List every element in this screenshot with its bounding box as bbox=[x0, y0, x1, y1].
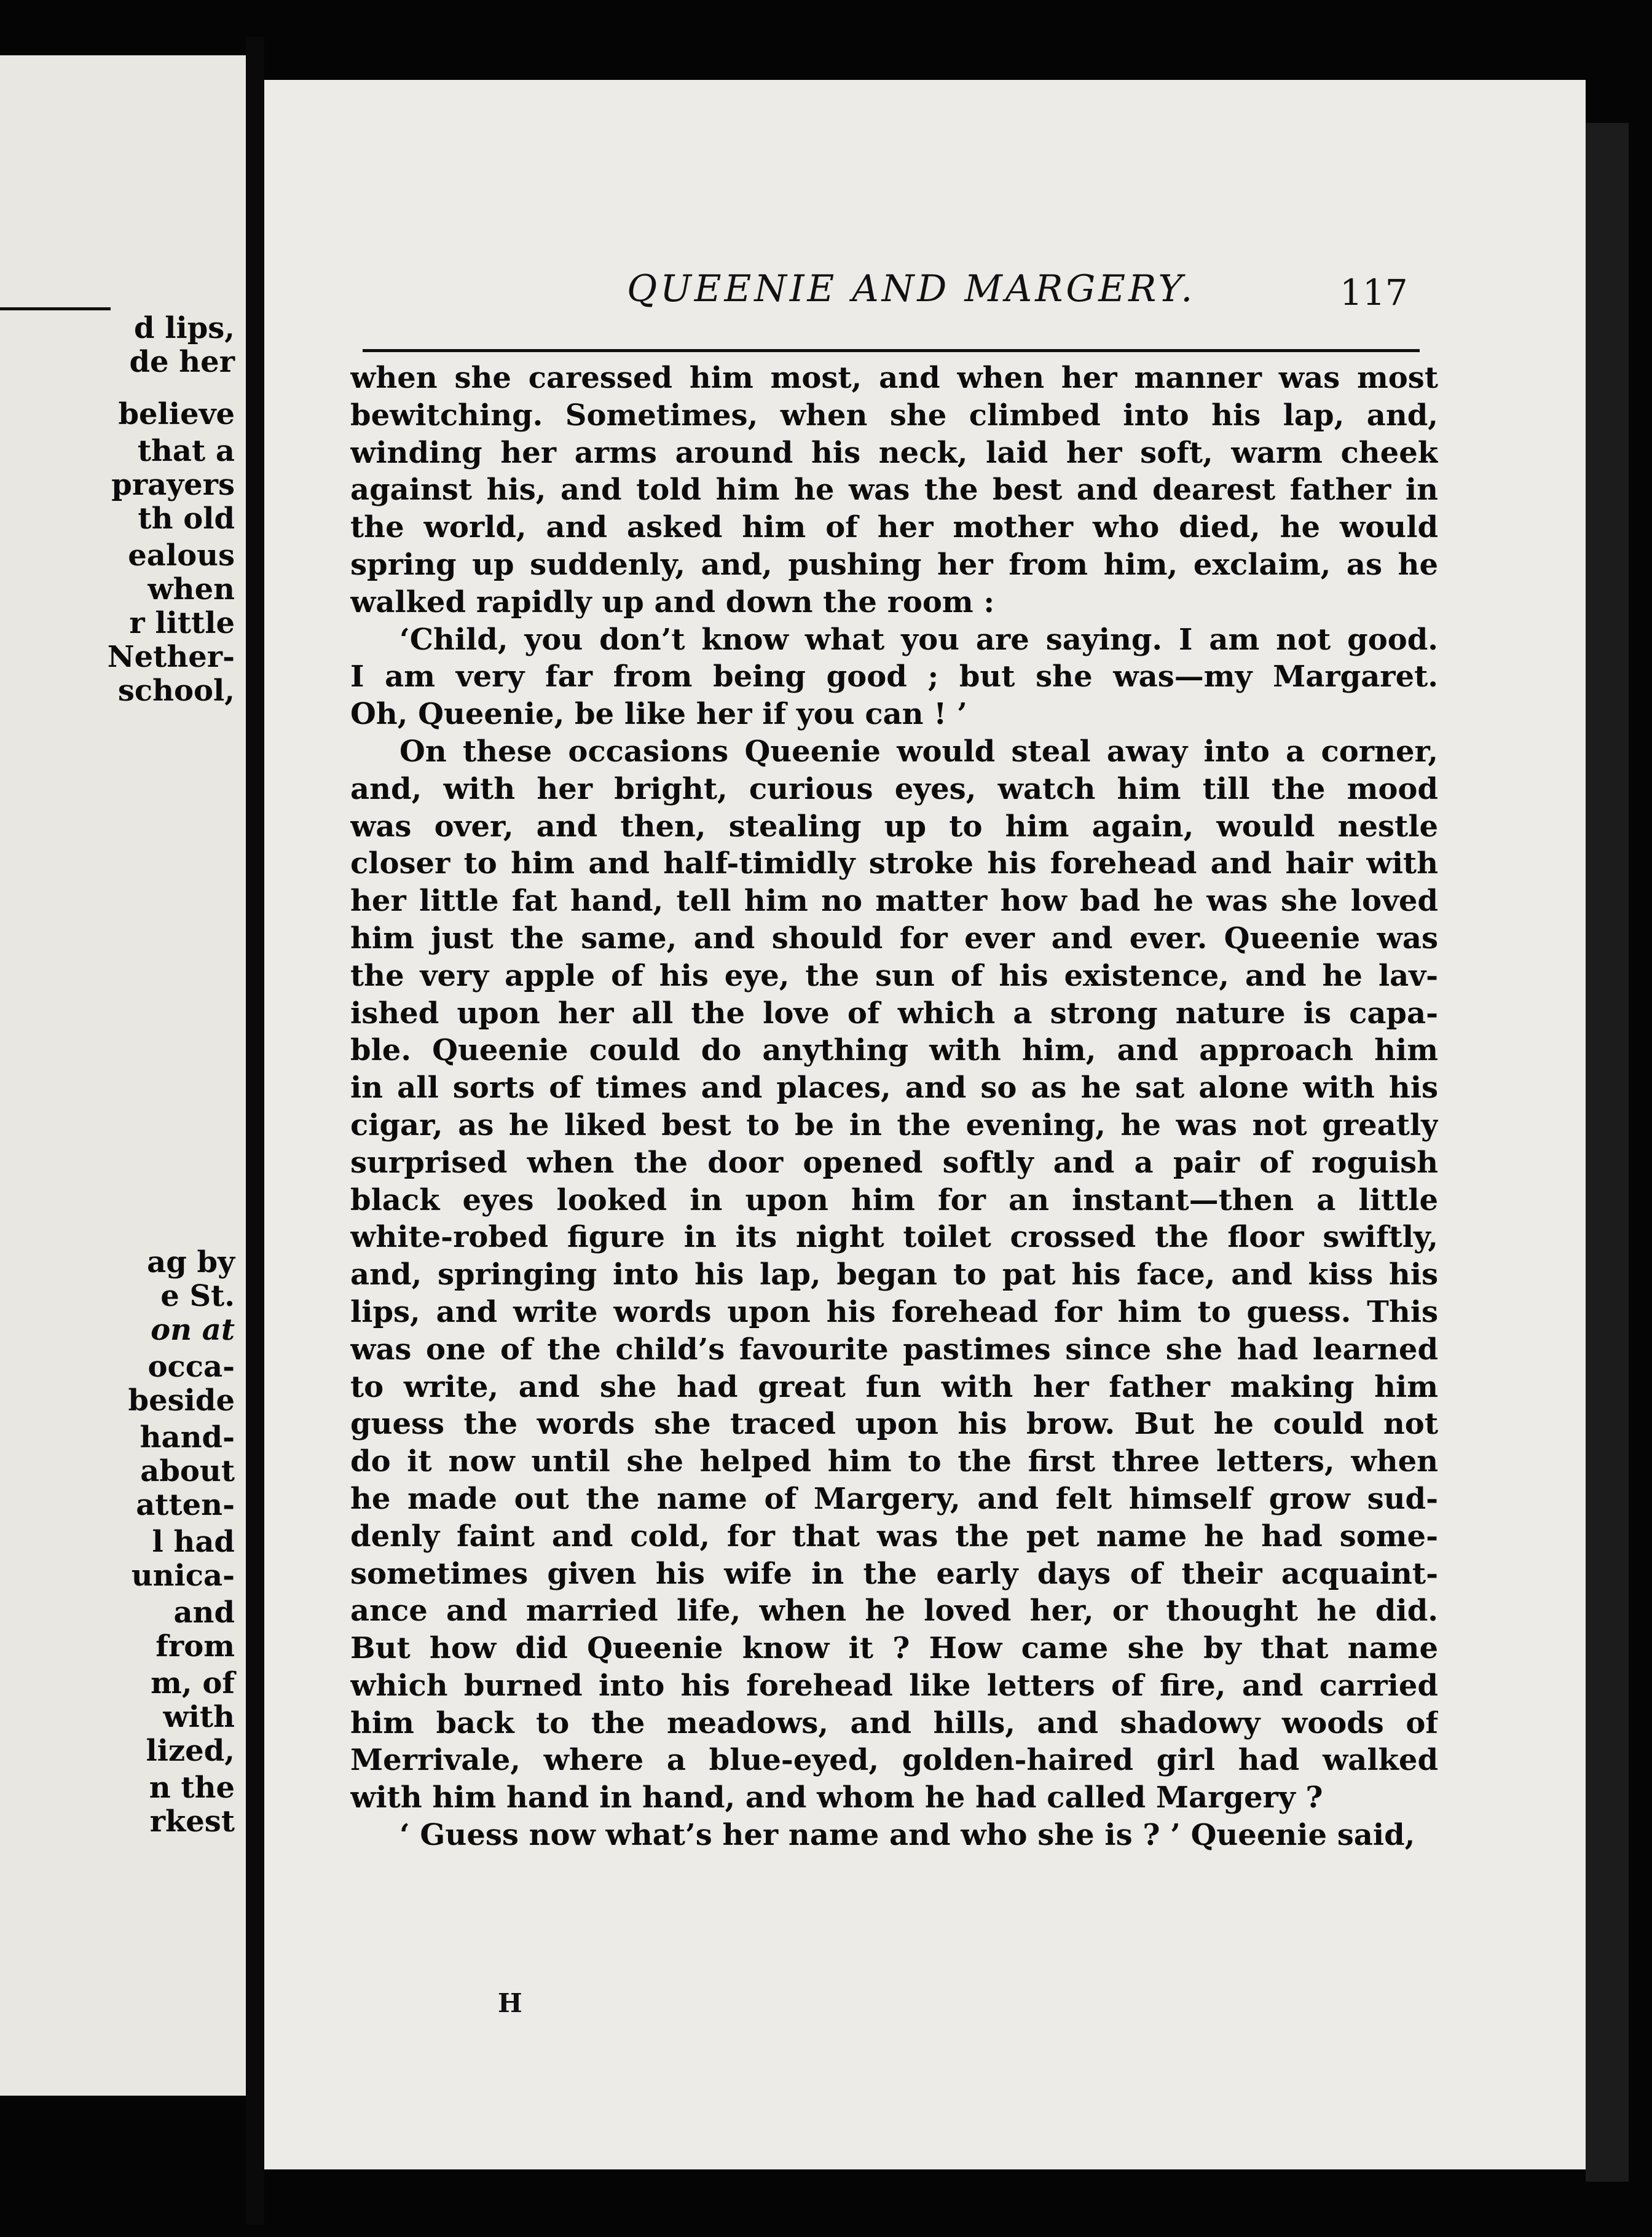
previous-page-line: beside bbox=[128, 1383, 235, 1418]
page-117 bbox=[264, 80, 1586, 2169]
previous-page-line: school, bbox=[117, 674, 235, 708]
previous-page-line: e St. bbox=[160, 1279, 235, 1313]
previous-page-line: believe bbox=[118, 397, 235, 431]
body-line: the very apple of his eye, the sun of his existence, and he lav- bbox=[350, 958, 1438, 993]
body-line: ished upon her all the love of which a strong nature is capa- bbox=[350, 996, 1438, 1031]
body-line: spring up suddenly, and, pushing her from him, exclaim, as he bbox=[350, 547, 1438, 582]
body-line: But how did Queenie know it ? How came she by that name bbox=[350, 1631, 1438, 1666]
header-rule bbox=[363, 349, 1420, 352]
previous-page-line: de her bbox=[129, 345, 235, 379]
previous-page-line: rkest bbox=[149, 1804, 235, 1839]
previous-page-line: hand- bbox=[140, 1420, 235, 1455]
body-line: denly faint and cold, for that was the pet name he had some- bbox=[350, 1519, 1438, 1554]
body-line: bewitching. Sometimes, when she climbed into his lap, and, bbox=[350, 398, 1438, 433]
body-line: in all sorts of times and places, and so as he sat alone with his bbox=[350, 1071, 1438, 1106]
previous-page-line: ealous bbox=[128, 538, 235, 573]
previous-page-line: r little bbox=[129, 606, 235, 640]
previous-page-line: ag by bbox=[147, 1245, 235, 1280]
body-line: lips, and write words upon his forehead for him to guess. This bbox=[350, 1294, 1438, 1329]
previous-page-line: and bbox=[173, 1595, 235, 1630]
previous-page-line: l had bbox=[152, 1525, 235, 1559]
previous-page-line: on at bbox=[151, 1313, 235, 1347]
body-line: Oh, Queenie, be like her if you can ! ’ bbox=[350, 697, 967, 732]
body-line: to write, and she had great fun with her father making him bbox=[350, 1369, 1438, 1404]
body-line: black eyes looked in upon him for an instant—then a little bbox=[350, 1182, 1438, 1217]
body-line: closer to him and half-timidly stroke his forehead and hair with bbox=[350, 846, 1438, 881]
body-line: him just the same, and should for ever and ever. Queenie was bbox=[350, 921, 1438, 956]
body-line: was over, and then, stealing up to him again, would nestle bbox=[350, 809, 1438, 844]
previous-page-line: n the bbox=[149, 1771, 235, 1805]
body-line: he made out the name of Margery, and felt himself grow sud- bbox=[350, 1481, 1438, 1516]
body-line: which burned into his forehead like letters of fire, and carried bbox=[350, 1668, 1438, 1703]
previous-page-line: m, of bbox=[151, 1666, 235, 1700]
previous-page-line: when bbox=[148, 572, 235, 607]
body-line: against his, and told him he was the best and dearest father in bbox=[350, 473, 1438, 508]
body-text bbox=[350, 360, 1438, 1854]
body-line: was one of the child’s favourite pastimes since she had learned bbox=[350, 1332, 1438, 1367]
body-line: ‘ Guess now what’s her name and who she is ? ’ Queenie said, bbox=[399, 1818, 1415, 1853]
previous-page-line: atten- bbox=[136, 1488, 235, 1522]
previous-page-fragment bbox=[0, 55, 246, 2096]
previous-page-rule bbox=[0, 307, 111, 310]
previous-page-line: d lips, bbox=[133, 311, 235, 345]
body-line: ance and married life, when he loved her, or thought he did. bbox=[350, 1594, 1438, 1629]
body-line: when she caressed him most, and when her manner was most bbox=[350, 361, 1438, 395]
body-line: winding her arms around his neck, laid her soft, warm cheek bbox=[350, 435, 1438, 470]
body-line: her little fat hand, tell him no matter how bad he was she loved bbox=[350, 884, 1438, 919]
body-line: and, springing into his lap, began to pat his face, and kiss his bbox=[350, 1257, 1438, 1292]
body-line: the world, and asked him of her mother who died, he would bbox=[350, 510, 1438, 545]
previous-page-line: lized, bbox=[146, 1734, 235, 1768]
previous-page-line: unica- bbox=[131, 1559, 235, 1593]
body-line: him back to the meadows, and hills, and shadowy woods of bbox=[350, 1705, 1438, 1740]
previous-page-line: Nether- bbox=[107, 640, 235, 674]
body-line: and, with her bright, curious eyes, watch him till the mood bbox=[350, 771, 1438, 806]
previous-page-line: with bbox=[163, 1700, 235, 1734]
body-line: ble. Queenie could do anything with him, and approach him bbox=[350, 1033, 1438, 1068]
previous-page-line: about bbox=[140, 1454, 235, 1488]
body-line: ‘Child, you don’t know what you are saying. I am not good. bbox=[399, 622, 1438, 657]
body-line: On these occasions Queenie would steal away into a corner, bbox=[399, 734, 1438, 769]
body-line: white-robed figure in its night toilet crossed the floor swiftly, bbox=[350, 1220, 1438, 1255]
body-line: Merrivale, where a blue-eyed, golden-haired girl had walked bbox=[350, 1743, 1438, 1778]
body-line: surprised when the door opened softly and a pair of roguish bbox=[350, 1145, 1438, 1180]
book-gutter bbox=[246, 37, 264, 2225]
page-edge-shadow bbox=[1586, 123, 1629, 2182]
body-line: do it now until she helped him to the first three letters, when bbox=[350, 1444, 1438, 1479]
previous-page-line: prayers bbox=[111, 468, 235, 502]
previous-page-line: that a bbox=[137, 434, 235, 468]
previous-page-line: occa- bbox=[148, 1350, 235, 1384]
body-line: I am very far from being good ; but she was—my Margaret. bbox=[350, 659, 1438, 694]
body-line: walked rapidly up and down the room : bbox=[350, 584, 995, 619]
body-line: cigar, as he liked best to be in the evening, he was not greatly bbox=[350, 1107, 1438, 1142]
page-number: 117 bbox=[1340, 272, 1408, 313]
body-line: guess the words she traced upon his brow. But he could not bbox=[350, 1407, 1438, 1442]
body-line: with him hand in hand, and whom he had called Margery ? bbox=[350, 1780, 1323, 1815]
body-line: sometimes given his wife in the early days of their acquaint- bbox=[350, 1556, 1438, 1591]
signature-mark: H bbox=[498, 1988, 522, 2018]
previous-page-line: from bbox=[155, 1629, 235, 1664]
running-head: QUEENIE AND MARGERY. bbox=[627, 267, 1196, 310]
previous-page-line: th old bbox=[138, 501, 235, 536]
